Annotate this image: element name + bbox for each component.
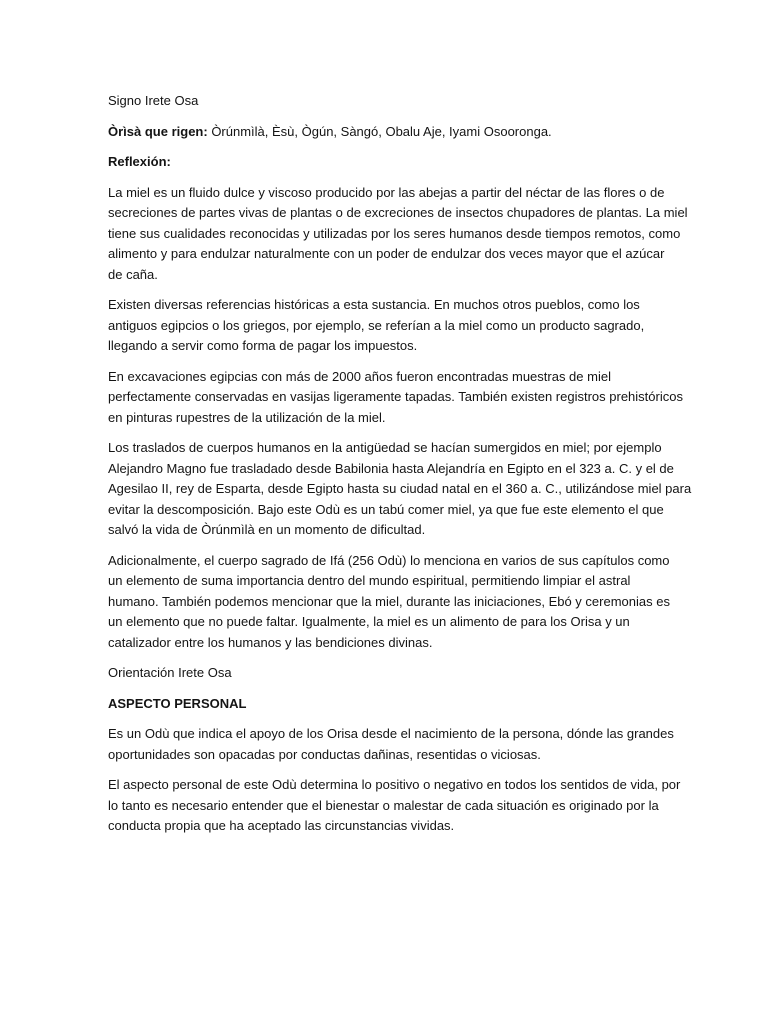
- document-title-text: Signo Irete Osa: [108, 93, 199, 108]
- paragraph-line: alimento y para endulzar naturalmente con un poder de endulzar dos veces mayor que el azúcar: [108, 246, 665, 261]
- paragraph-line: llegando a servir como forma de pagar los impuestos.: [108, 338, 418, 353]
- reflexion-heading: [108, 152, 668, 173]
- paragraph-line: Alejandro Magno fue trasladado desde Babilonia hasta Alejandría en Egipto en el 323 a. C. y el de: [108, 460, 674, 476]
- paragraph-line: humano. También podemos mencionar que la miel, durante las iniciaciones, Ebó y ceremonias es: [108, 593, 670, 609]
- paragraph-line: lo tanto es necesario entender que el bienestar o malestar de cada situación es originado por la: [108, 797, 659, 813]
- document-body: [108, 91, 692, 847]
- paragraph-line: oportunidades son opacadas por conductas dañinas, resentidas o viciosas.: [108, 746, 541, 762]
- paragraph-body-transport: [108, 438, 692, 541]
- paragraph-line: evitar la descomposición. Bajo este Odù es un tabú comer miel, ya que fue este elemento el que: [108, 501, 664, 517]
- paragraph-line: Es un Odù que indica el apoyo de los Orisa desde el nacimiento de la persona, dónde las grandes: [108, 726, 674, 741]
- paragraph-line: en pinturas rupestres de la utilización de la miel.: [108, 409, 386, 425]
- paragraph-line: perfectamente conservadas en vasijas ligeramente tapadas. También existen registros prehistóricos: [108, 389, 683, 404]
- paragraph-line: conducta propia que ha aceptado las circunstancias vividas.: [108, 818, 455, 833]
- paragraph-line: un elemento de suma importancia dentro del mundo espiritual, permitiendo limpiar el astral: [108, 573, 631, 588]
- paragraph-line: catalizador entre los humanos y las bendiciones divinas.: [108, 634, 433, 650]
- reflexion-heading-text: Reflexión:: [108, 154, 171, 169]
- aspecto-personal-heading: [108, 694, 668, 715]
- paragraph-line: un elemento que no puede faltar. Igualmente, la miel es un alimento de para los Orisa y un: [108, 614, 630, 629]
- paragraph-personal-aspect: [108, 775, 681, 837]
- paragraph-line: de caña.: [108, 266, 158, 282]
- paragraph-line: Adicionalmente, el cuerpo sagrado de Ifá (256 Odù) lo menciona en varios de sus capítulos como: [108, 552, 670, 568]
- paragraph-line: En excavaciones egipcias con más de 2000 años fueron encontradas muestras de miel: [108, 368, 611, 384]
- paragraph-line: Existen diversas referencias históricas a esta sustancia. En muchos otros pueblos, como los: [108, 297, 640, 312]
- document-title: [108, 91, 668, 112]
- paragraph-line: secreciones de partes vivas de plantas o de excreciones de insectos chupadores de plantas. La miel: [108, 205, 688, 220]
- orisa-line-text: [108, 122, 668, 143]
- paragraph-line: tiene sus cualidades reconocidas y utilizadas por los seres humanos desde tiempos remotos, como: [108, 225, 681, 241]
- aspecto-personal-heading-text: ASPECTO PERSONAL: [108, 695, 247, 711]
- orientacion-heading-text: Orientación Irete Osa: [108, 665, 232, 680]
- paragraph-line: antiguos egipcios o los griegos, por ejemplo, se referían a la miel como un producto sagrado,: [108, 317, 645, 333]
- paragraph-historical-references: [108, 295, 668, 357]
- orisa-value: Òrúnmìlà, Èsù, Ògún, Sàngó, Obalu Aje, Iyami Osooronga.: [207, 123, 552, 139]
- orisa-line: [108, 122, 668, 143]
- orisa-label: Òrìsà que rigen:: [108, 123, 208, 139]
- paragraph-ifa-corpus: [108, 551, 668, 654]
- paragraph-egyptian-excavations: [108, 367, 683, 429]
- paragraph-line: Los traslados de cuerpos humanos en la antigüedad se hacían sumergidos en miel; por ejemplo: [108, 440, 662, 455]
- paragraph-line: El aspecto personal de este Odù determina lo positivo o negativo en todos los sentidos de vida, por: [108, 777, 681, 792]
- orientacion-heading: [108, 663, 668, 684]
- paragraph-line: La miel es un fluido dulce y viscoso producido por las abejas a partir del néctar de las flores o de: [108, 184, 665, 200]
- paragraph-odu-support: [108, 724, 674, 765]
- paragraph-line: salvó la vida de Òrúnmìlà en un momento de dificultad.: [108, 522, 426, 537]
- paragraph-line: Agesilao II, rey de Esparta, desde Egipto hasta su ciudad natal en el 360 a. C., utilizándose miel para: [108, 481, 692, 496]
- paragraph-honey-definition: [108, 183, 688, 286]
